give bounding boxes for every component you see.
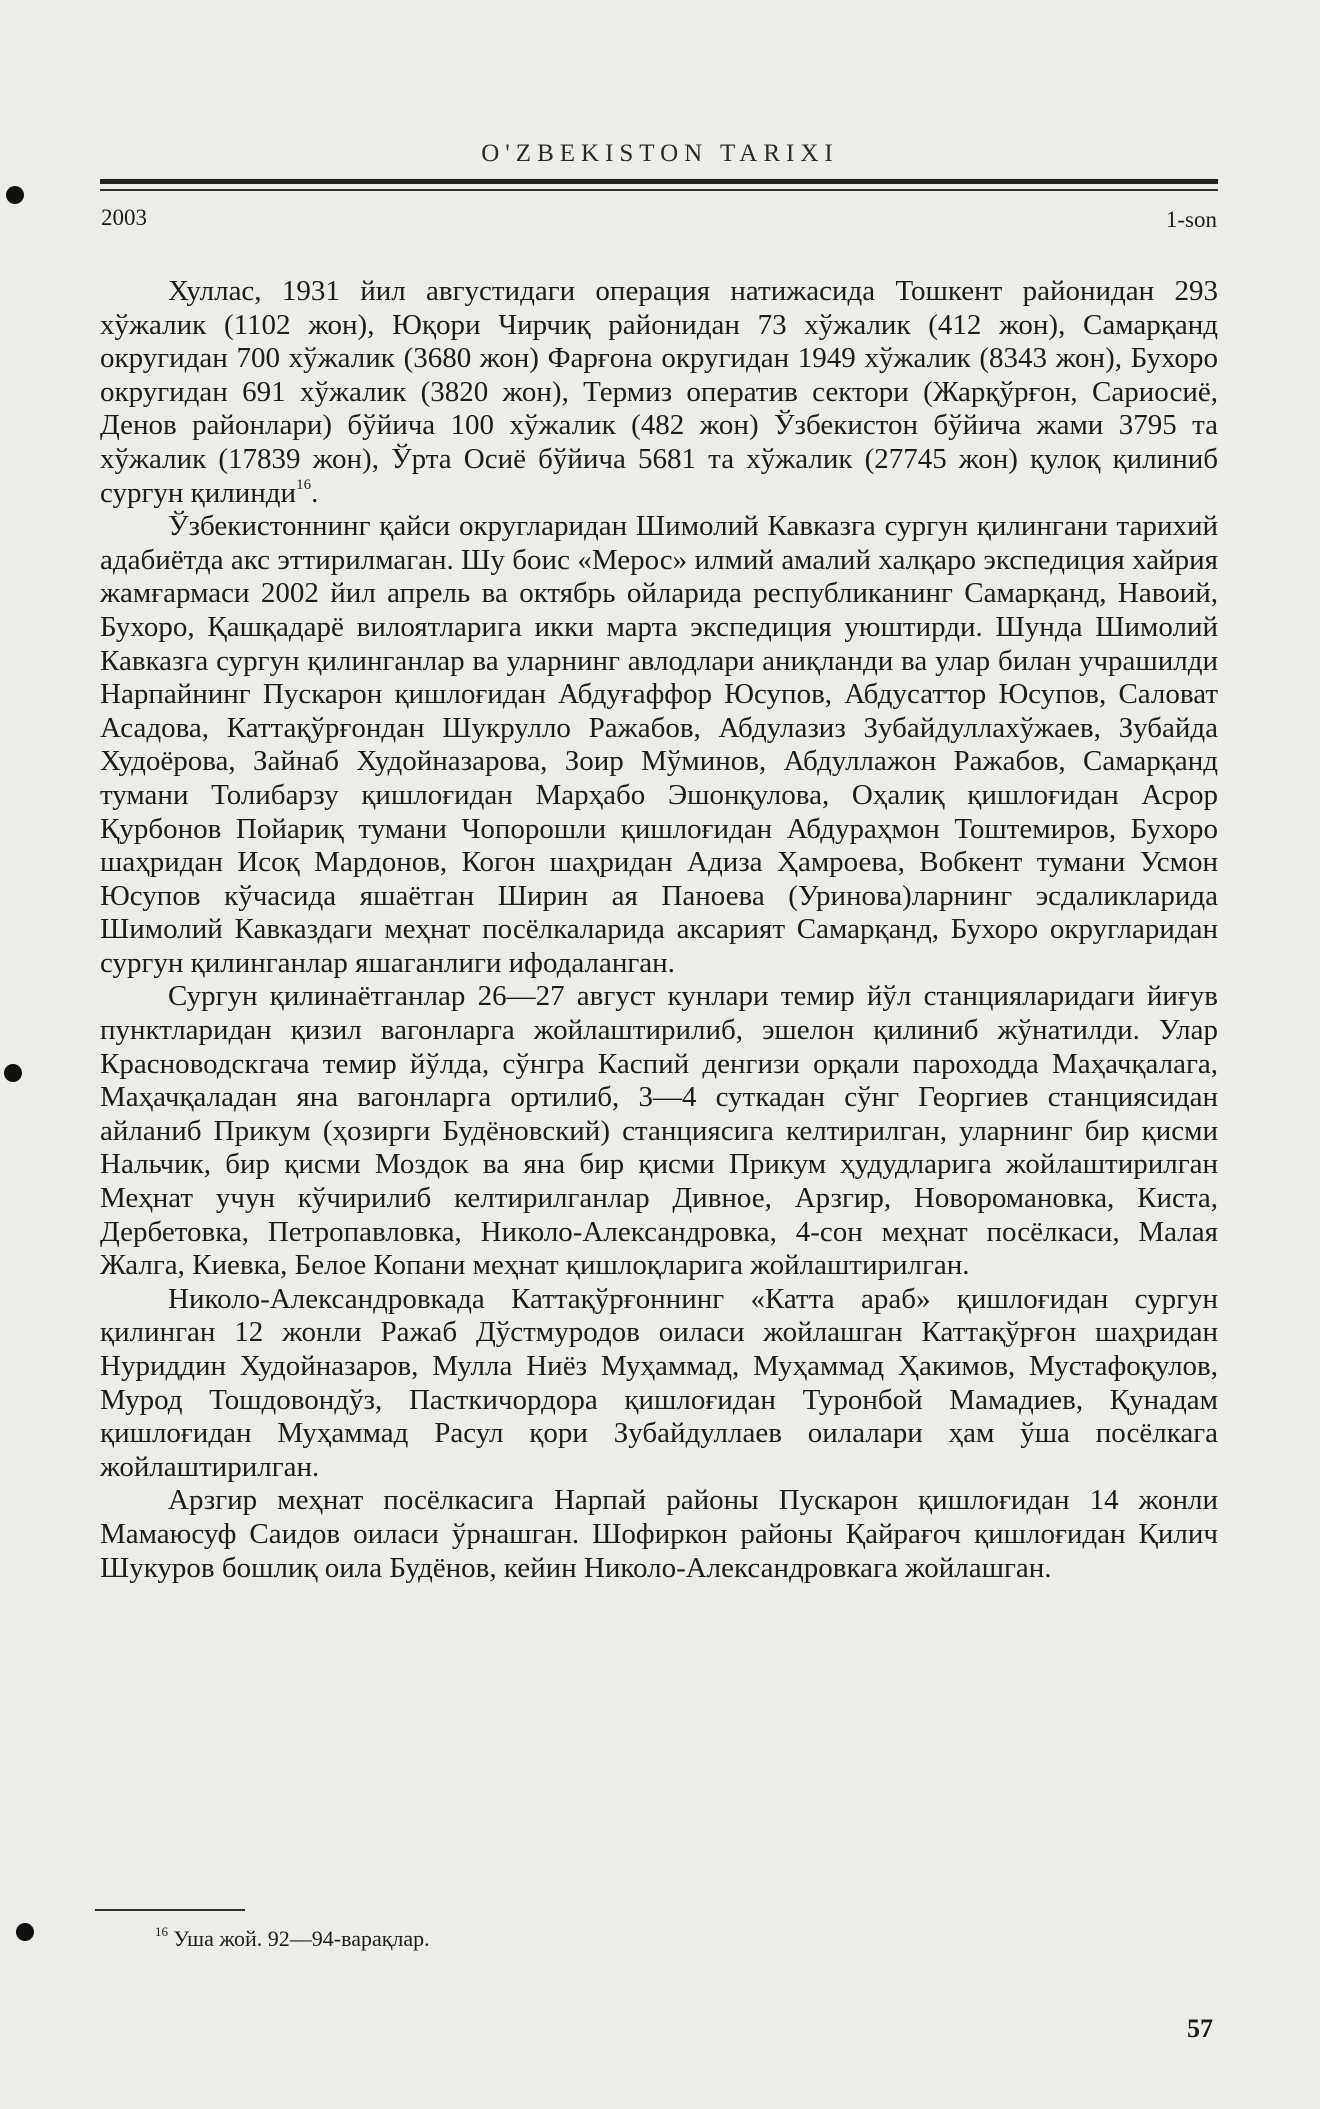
footnote-marker: 16 bbox=[155, 1923, 168, 1939]
punch-hole bbox=[6, 186, 24, 204]
paragraph: Николо-Александровкада Каттақўрғоннинг «Катта араб» қишлоғидан сургун қилинган 12 жонли Ражаб Дўстмуродов оиласи жойлашган Каттақўрғон шаҳридан Нуриддин Худойназаров, Мулла Ниёз Муҳаммад, Муҳаммад Ҳакимов, Мустафоқулов, Мурод Тошдовондўз, Пасткичордора қишлоғидан Туронбой Мамадиев, Қунадам қишлоғидан Муҳаммад Расул қори Зубайдуллаев оилалари ҳам ўша посёлкага жойлаштирилган. bbox=[100, 1282, 1218, 1483]
paragraph: Арзгир меҳнат посёлкасига Нарпай районы Пускарон қишлоғидан 14 жонли Мамаюсуф Саидов оиласи ўрнашган. Шофиркон районы Қайрағоч қишлоғидан Қилич Шукуров бошлиқ оила Будёнов, кейин Николо-Александровкага жойлашган. bbox=[100, 1484, 1218, 1584]
footnote-text: Уша жой. 92—94-варақлар. bbox=[168, 1926, 430, 1951]
paragraph: Сургун қилинаётганлар 26—27 август кунлари темир йўл станцияларидаги йиғув пунктларидан қизил вагонларга жойлаштирилиб, эшелон қилиниб жўнатилди. Улар Красноводскгача темир йўлда, сўнгра Каспий денгизи орқали пароходда Маҳачқалага, Маҳачқаладан яна вагонларга ортилиб, 3—4 суткадан сўнг Георгиев станциясидан айланиб Прикум (ҳозирги Будёновский) станциясига келтирилган, уларнинг бир қисми Нальчик, бир қисми Моздок ва яна бир қисми Прикум ҳудудларига жойлаштирилган Меҳнат учун кўчирилиб келтирилганлар Дивное, Арзгир, Новоромановка, Киста, Дербетовка, Петропавловка, Николо-Александровка, 4-сон меҳнат посёлкаси, Малая Жалга, Киевка, Белое Копани меҳнат қишлоқларига жойлаштирилган. bbox=[100, 980, 1218, 1282]
footnote-divider bbox=[95, 1909, 245, 1911]
paragraph-end: . bbox=[311, 476, 319, 509]
paragraph bbox=[100, 275, 1218, 510]
footnote-reference: 16 bbox=[296, 476, 312, 493]
punch-hole bbox=[4, 1064, 22, 1082]
punch-hole bbox=[16, 1923, 34, 1941]
issue-number: 1-son bbox=[1165, 207, 1217, 232]
footnote bbox=[155, 1923, 430, 1952]
article-body bbox=[100, 275, 1218, 1585]
page-number: 57 bbox=[1187, 2014, 1213, 2043]
paragraph: Ўзбекистоннинг қайси округларидан Шимолий Кавказга сургун қилингани тарихий адабиётда акс эттирилмаган. Шу боис «Мерос» илмий амалий халқаро экспедиция хайрия жамғармаси 2002 йил апрель ва октябрь ойларида республиканинг Самарқанд, Навоий, Бухоро, Қашқадарё вилоятларига икки марта экспедиция уюштирди. Шунда Шимолий Кавказга сургун қилинганлар ва уларнинг авлодлари аниқланди ва улар билан учрашилди Нарпайнинг Пускарон қишлоғидан Абдуғаффор Юсупов, Абдусаттор Юсупов, Саловат Асадова, Каттақўрғондан Шукрулло Ражабов, Абдулазиз Зубайдуллахўжаев, Зубайда Худоёрова, Зайнаб Худойназарова, Зоир Мўминов, Абдуллажон Ражабов, Самарқанд тумани Толибарзу қишлоғидан Марҳабо Эшонқулова, Оҳалиқ қишлоғидан Асрор Қурбонов Пойариқ тумани Чопорошли қишлоғидан Абдураҳмон Тоштемиров, Бухоро шаҳридан Исоқ Мардонов, Когон шаҳридан Адиза Ҳамроева, Вобкент тумани Усмон Юсупов кўчасида яшаётган Ширин ая Паноева (Уринова)ларнинг эсдаликларида Шимолий Кавказдаги меҳнат посёлкаларида аксарият Самарқанд, Бухоро округларидан сургун қилинганлар яшаганлиги ифодаланган. bbox=[100, 510, 1218, 979]
header-rule-thick bbox=[100, 179, 1218, 184]
journal-title: O'ZBEKISTON TARIXI bbox=[481, 140, 839, 167]
paragraph-text: Хуллас, 1931 йил августидаги операция натижасида Тошкент районидан 293 хўжалик (1102 жон), Юқори Чирчиқ районидан 73 хўжалик (412 жон), Самарқанд округидан 700 хўжалик (3680 жон) Фарғона округидан 1949 хўжалик (8343 жон), Бухоро округидан 691 хўжалик (3820 жон), Термиз оператив сектори (Жарқўрғон, Сариосиё, Денов районлари) бўйича 100 хўжалик (482 жон) Ўзбекистон бўйича жами 3795 та хўжалик (17839 жон), Ўрта Осиё бўйича 5681 та хўжалик (27745 жон) қулоқ қилиниб сургун қилинди bbox=[100, 275, 1218, 509]
header-rule-thin bbox=[100, 189, 1218, 191]
issue-year: 2003 bbox=[101, 205, 147, 230]
